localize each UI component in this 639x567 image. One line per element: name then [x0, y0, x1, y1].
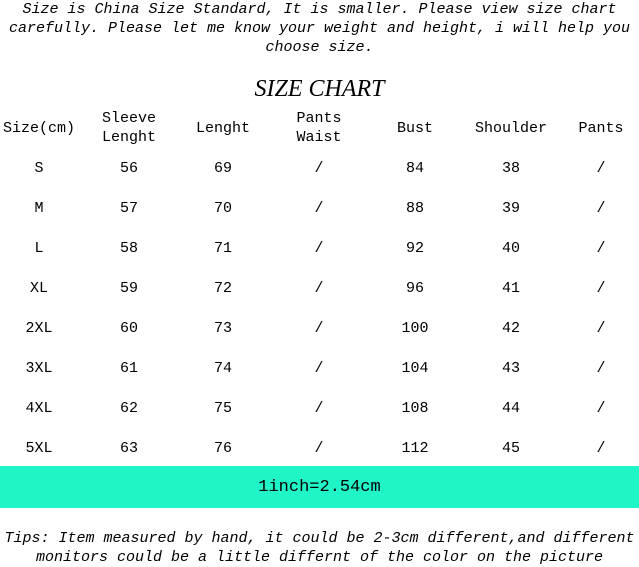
sleeve-length-cell: 56	[119, 159, 138, 177]
pants-waist-cell: /	[314, 199, 324, 217]
size-chart-table	[0, 108, 639, 468]
pants-cell: /	[596, 279, 606, 297]
shoulder-cell: 44	[501, 399, 520, 417]
pants-waist-cell: /	[314, 279, 324, 297]
shoulder-cell: 40	[501, 239, 520, 257]
length-cell: 76	[213, 439, 232, 457]
length-cell: 74	[213, 359, 232, 377]
table-row	[0, 228, 639, 268]
bust-cell: 112	[401, 439, 429, 457]
pants-waist-cell: /	[314, 239, 324, 257]
sleeve-length-cell: 63	[119, 439, 138, 457]
header-length: Lenght	[195, 119, 250, 137]
pants-waist-cell: /	[314, 319, 324, 337]
size-notice	[0, 0, 639, 57]
measurement-tips	[0, 529, 639, 567]
bust-cell: 92	[405, 239, 424, 257]
pants-cell: /	[596, 439, 606, 457]
table-row	[0, 428, 639, 468]
size-chart-title: SIZE CHART	[254, 76, 385, 102]
length-cell: 73	[213, 319, 232, 337]
pants-cell: /	[596, 319, 606, 337]
pants-cell: /	[596, 199, 606, 217]
header-pants-waist	[280, 108, 358, 148]
table-header-row	[0, 108, 639, 148]
bust-cell: 88	[405, 199, 424, 217]
pants-cell: /	[596, 239, 606, 257]
sleeve-length-cell: 61	[119, 359, 138, 377]
table-row	[0, 188, 639, 228]
sleeve-length-cell: 58	[119, 239, 138, 257]
shoulder-cell: 45	[501, 439, 520, 457]
sleeve-length-cell: 57	[119, 199, 138, 217]
sleeve-length-cell: 59	[119, 279, 138, 297]
sleeve-length-cell: 62	[119, 399, 138, 417]
table-row	[0, 348, 639, 388]
sleeve-length-cell: 60	[119, 319, 138, 337]
header-pants: Pants	[578, 119, 624, 137]
inch-conversion-text: 1inch=2.54cm	[258, 477, 381, 497]
table-row	[0, 388, 639, 428]
length-cell: 70	[213, 199, 232, 217]
size-cell: 5XL	[25, 439, 53, 457]
size-cell: 3XL	[25, 359, 53, 377]
table-row	[0, 308, 639, 348]
shoulder-cell: 42	[501, 319, 520, 337]
size-cell: XL	[29, 279, 48, 297]
size-notice-line: choose size.	[265, 39, 374, 56]
header-pants-waist-text: Pants Waist	[296, 110, 342, 146]
size-cell: M	[34, 199, 44, 217]
size-cell: 4XL	[25, 399, 53, 417]
shoulder-cell: 39	[501, 199, 520, 217]
length-cell: 69	[213, 159, 232, 177]
bust-cell: 84	[405, 159, 424, 177]
pants-waist-cell: /	[314, 159, 324, 177]
header-bust: Bust	[396, 119, 433, 137]
length-cell: 75	[213, 399, 232, 417]
pants-waist-cell: /	[314, 359, 324, 377]
size-notice-line: Size is China Size Standard, It is smaller. Please view size chart	[22, 1, 617, 18]
pants-waist-cell: /	[314, 399, 324, 417]
tips-line: monitors could be a little differnt of the color on the picture	[35, 549, 604, 566]
size-cell: 2XL	[25, 319, 53, 337]
shoulder-cell: 43	[501, 359, 520, 377]
bust-cell: 96	[405, 279, 424, 297]
table-row	[0, 148, 639, 188]
pants-cell: /	[596, 399, 606, 417]
size-cell: S	[34, 159, 44, 177]
header-shoulder: Shoulder	[474, 119, 547, 137]
bust-cell: 104	[401, 359, 429, 377]
tips-line: Tips: Item measured by hand, it could be 2-3cm different,and different	[4, 530, 635, 547]
shoulder-cell: 38	[501, 159, 520, 177]
table-row	[0, 268, 639, 308]
size-notice-line: carefully. Please let me know your weight and height, i will help you	[8, 20, 631, 37]
bust-cell: 108	[401, 399, 429, 417]
bust-cell: 100	[401, 319, 429, 337]
header-size-cm: Size(cm)	[2, 119, 75, 137]
header-sleeve-length-text: Sleeve Lenght	[101, 110, 156, 146]
length-cell: 71	[213, 239, 232, 257]
size-cell: L	[34, 239, 44, 257]
header-sleeve-length	[90, 108, 168, 148]
pants-cell: /	[596, 359, 606, 377]
inch-conversion-bar	[0, 466, 639, 508]
shoulder-cell: 41	[501, 279, 520, 297]
pants-cell: /	[596, 159, 606, 177]
length-cell: 72	[213, 279, 232, 297]
pants-waist-cell: /	[314, 439, 324, 457]
